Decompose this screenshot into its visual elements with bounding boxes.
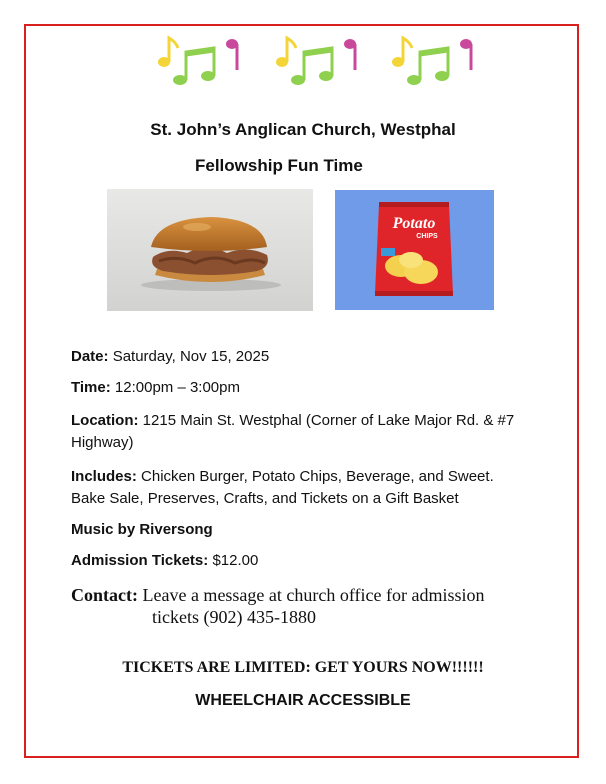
church-title: St. John’s Anglican Church, Westphal	[150, 120, 456, 139]
contact-label: Contact:	[71, 585, 138, 605]
music-line	[71, 519, 541, 541]
date-label: Date:	[71, 348, 109, 365]
location-label: Location:	[71, 412, 139, 429]
potato-chips-photo	[335, 190, 494, 310]
contact-line-1: Leave a message at church office for admission	[142, 585, 485, 605]
contact-line-2: tickets (902) 435-1880	[152, 607, 316, 627]
date-line	[71, 346, 541, 368]
wheelchair-accessible-note: WHEELCHAIR ACCESSIBLE	[195, 692, 411, 709]
music-notes-icon	[384, 30, 484, 94]
date-value: Saturday, Nov 15, 2025	[112, 348, 270, 365]
time-line	[71, 377, 541, 399]
admission-label: Admission Tickets:	[71, 552, 209, 569]
contact-block	[71, 584, 551, 628]
includes-label: Includes:	[71, 468, 137, 485]
music-notes-icon	[150, 30, 250, 94]
music-text: Music by Riversong	[71, 521, 213, 538]
chips-brand-text: Potato	[392, 215, 436, 232]
admission-line	[71, 550, 541, 572]
includes-line	[71, 466, 526, 510]
chicken-burger-photo	[107, 189, 313, 311]
tickets-limited-banner: TICKETS ARE LIMITED: GET YOURS NOW!!!!!!	[122, 659, 484, 676]
event-subtitle: Fellowship Fun Time	[195, 156, 363, 175]
location-line	[71, 410, 536, 454]
music-notes-icon	[268, 30, 368, 94]
includes-value: Chicken Burger, Potato Chips, Beverage, and Sweet. Bake Sale, Preserves, Crafts, and Tickets on a Gift Basket	[71, 468, 494, 507]
pink-note-icon	[226, 39, 238, 70]
green-double-note-icon	[173, 48, 215, 85]
time-value: 12:00pm – 3:00pm	[114, 379, 240, 396]
yellow-note-icon	[158, 38, 178, 67]
chips-sub-text: CHIPS	[416, 233, 438, 240]
admission-value: $12.00	[212, 552, 259, 569]
location-value: 1215 Main St. Westphal (Corner of Lake Major Rd. & #7 Highway)	[71, 412, 515, 451]
time-label: Time:	[71, 379, 111, 396]
